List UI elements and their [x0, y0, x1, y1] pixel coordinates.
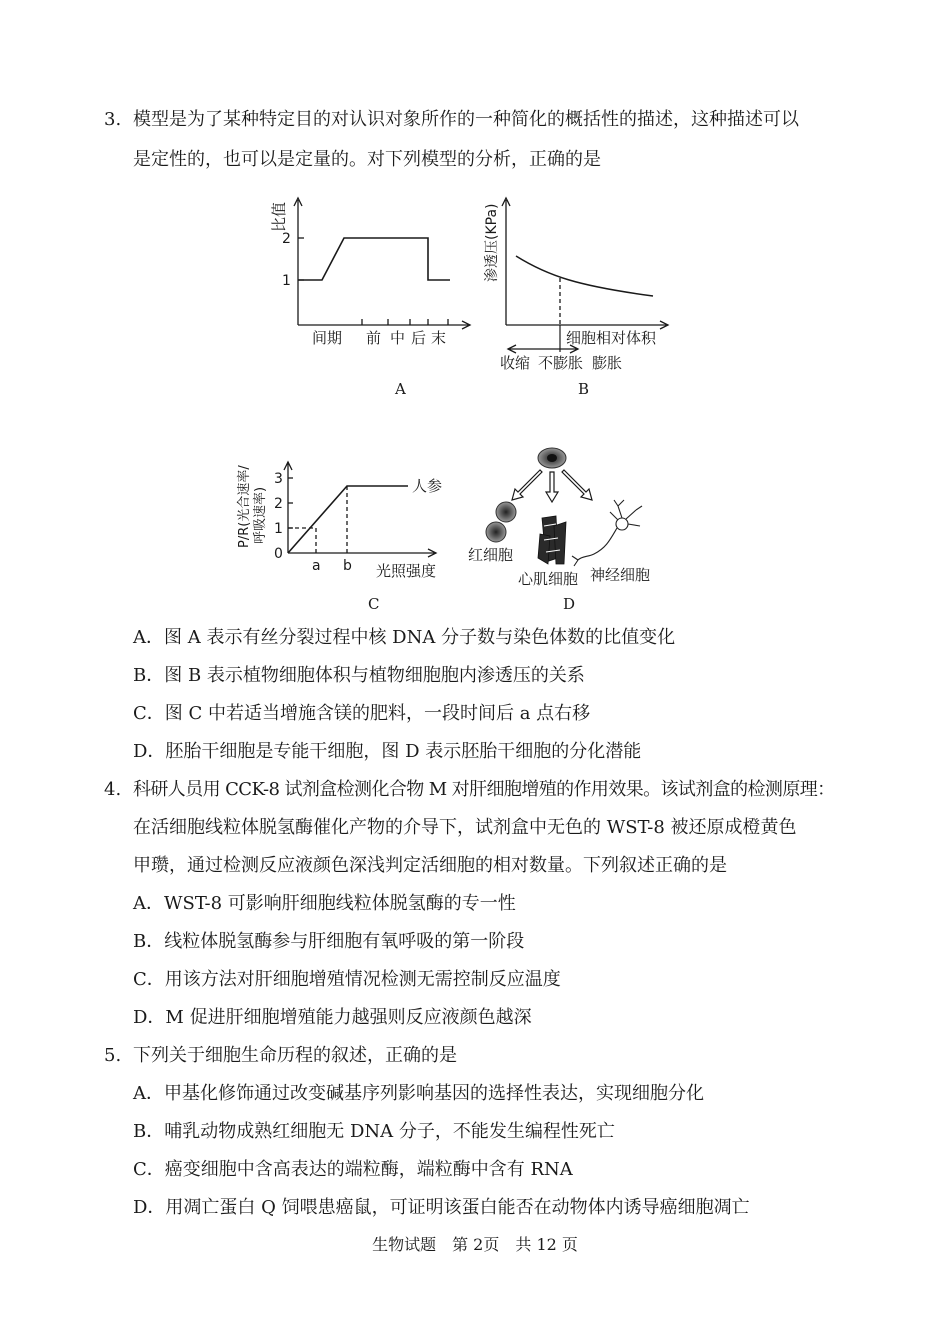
- q4-stem-line1: 科研人员用 CCK-8 试剂盒检测化合物 M 对肝细胞增殖的作用效果。该试剂盒的检测原理：: [133, 779, 835, 800]
- figure-c-caption: C: [368, 595, 380, 613]
- fig-c-tick-0: 0: [274, 546, 283, 562]
- fig-b-y-title: 渗透压(KPa): [484, 203, 500, 282]
- q5-number: 5.: [104, 1045, 122, 1066]
- fig-a-x-label-prophase: 前: [366, 329, 382, 347]
- fig-a-tick-2: 2: [282, 231, 291, 247]
- fig-a-x-label-anaphase: 后: [411, 329, 427, 347]
- q4-option-d: D．M 促进肝细胞增殖能力越强则反应液颜色越深: [133, 1007, 532, 1028]
- fig-d-label-cardiac: 心肌细胞: [518, 570, 579, 588]
- q5-option-d: D．用凋亡蛋白 Q 饲喂患癌鼠，可证明该蛋白能否在动物体内诱导癌细胞凋亡: [133, 1197, 750, 1218]
- q3-stem-line2: 是定性的，也可以是定量的。对下列模型的分析，正确的是: [133, 149, 601, 170]
- q4-option-c: C．用该方法对肝细胞增殖情况检测无需控制反应温度: [133, 969, 561, 990]
- fig-c-series-label: 人参: [412, 477, 443, 495]
- fig-c-y-title-2: 呼吸速率): [253, 486, 268, 544]
- fig-b-label-no-swell: 不膨胀: [538, 354, 584, 372]
- fig-a-x-label-metaphase: 中: [390, 329, 406, 347]
- fig-c-tick-3: 3: [274, 471, 283, 487]
- q3-option-b: B．图 B 表示植物细胞体积与植物细胞胞内渗透压的关系: [133, 665, 585, 686]
- fig-b-label-shrink: 收缩: [500, 354, 531, 372]
- q4-option-a: A．WST-8 可影响肝细胞线粒体脱氢酶的专一性: [133, 893, 516, 914]
- q4-option-b: B．线粒体脱氢酶参与肝细胞有氧呼吸的第一阶段: [133, 931, 525, 952]
- q5-option-a: A．甲基化修饰通过改变碱基序列影响基因的选择性表达，实现细胞分化: [133, 1083, 704, 1104]
- figure-d-caption: D: [563, 595, 576, 613]
- fig-a-y-title: 比值: [270, 201, 288, 232]
- fig-c-x-tick-b: b: [343, 558, 352, 574]
- q5-option-b: B．哺乳动物成熟红细胞无 DNA 分子，不能发生编程性死亡: [133, 1121, 615, 1142]
- figure-d: [460, 440, 670, 590]
- fig-c-x-tick-a: a: [312, 558, 321, 574]
- q5-stem-line1: 下列关于细胞生命历程的叙述，正确的是: [133, 1045, 457, 1066]
- fig-b-label-swell: 膨胀: [592, 354, 623, 372]
- figure-c: [236, 440, 456, 590]
- fig-d-label-neuron: 神经细胞: [590, 566, 651, 584]
- figure-a: [270, 190, 480, 370]
- fig-d-label-rbc: 红细胞: [468, 546, 514, 564]
- q3-option-a: A．图 A 表示有丝分裂过程中核 DNA 分子数与染色体数的比值变化: [133, 627, 676, 648]
- page-footer: 生物试题 第 2页 共 12 页: [372, 1235, 578, 1254]
- figure-b: [478, 190, 678, 375]
- red-blood-cell-icon: [486, 502, 516, 542]
- q4-stem-line2: 在活细胞线粒体脱氢酶催化产物的介导下，试剂盒中无色的 WST-8 被还原成橙黄色: [133, 817, 797, 838]
- stem-cell-icon: [538, 448, 566, 468]
- figure-a-caption: A: [395, 380, 406, 398]
- q4-number: 4.: [104, 779, 122, 800]
- q3-option-d: D．胚胎干细胞是专能干细胞，图 D 表示胚胎干细胞的分化潜能: [133, 741, 642, 762]
- figure-b-caption: B: [578, 380, 590, 398]
- q4-stem-line3: 甲瓒，通过检测反应液颜色深浅判定活细胞的相对数量。下列叙述正确的是: [133, 855, 727, 876]
- cardiac-muscle-cell-icon: [538, 516, 566, 564]
- q5-option-c: C．癌变细胞中含高表达的端粒酶，端粒酶中含有 RNA: [133, 1159, 573, 1180]
- q3-option-c: C．图 C 中若适当增施含镁的肥料，一段时间后 a 点右移: [133, 703, 591, 724]
- fig-a-tick-1: 1: [282, 273, 291, 289]
- q3-number: 3.: [104, 109, 122, 130]
- neuron-icon: [572, 500, 642, 566]
- fig-a-x-label-telophase: 末: [431, 329, 447, 347]
- fig-c-x-title: 光照强度: [376, 562, 437, 580]
- fig-c-tick-1: 1: [274, 521, 283, 537]
- fig-c-tick-2: 2: [274, 496, 283, 512]
- fig-b-x-title: 细胞相对体积: [566, 329, 657, 347]
- fig-c-y-title-1: P/R(光合速率/: [237, 465, 252, 548]
- q3-stem-line1: 模型是为了某种特定目的对认识对象所作的一种简化的概括性的描述，这种描述可以: [133, 109, 799, 130]
- fig-a-x-label-interphase: 间期: [312, 329, 343, 347]
